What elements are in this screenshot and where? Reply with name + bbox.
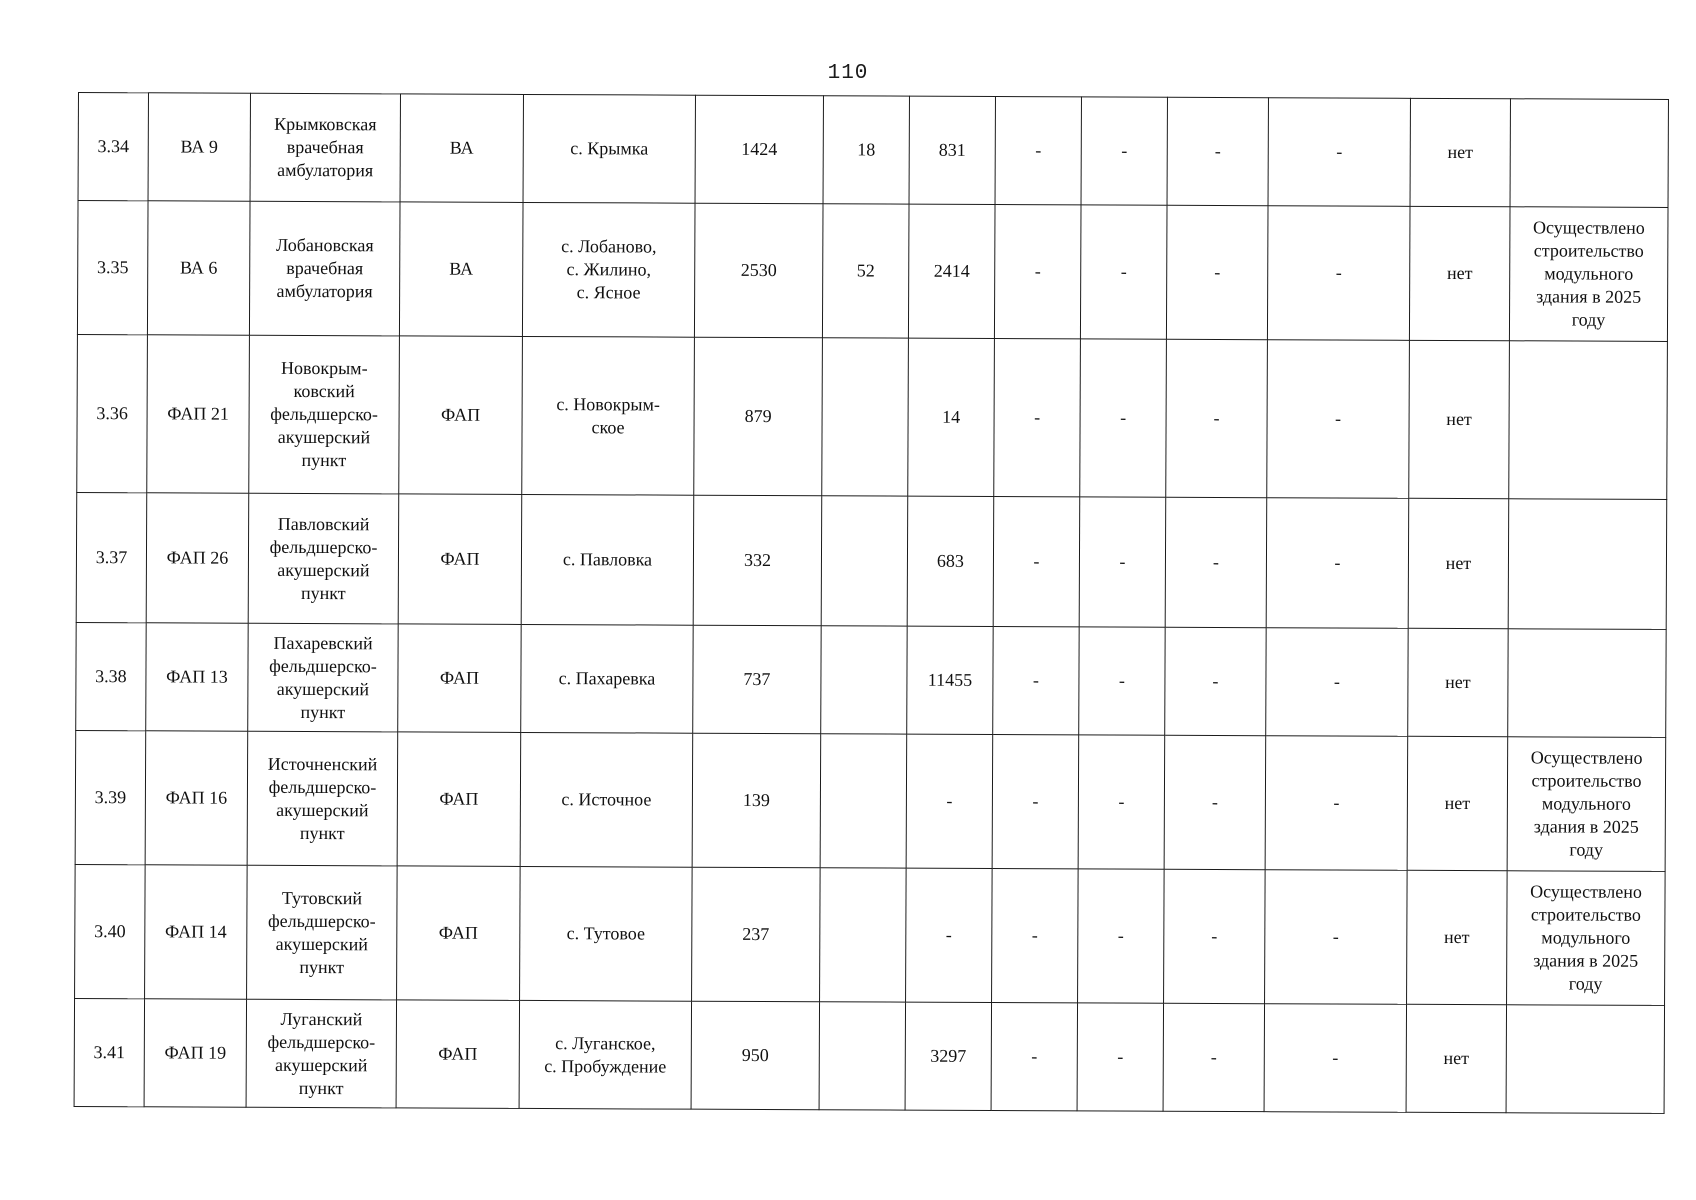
table-row [75, 864, 1666, 1005]
dash-cell: - [1165, 497, 1267, 627]
settlement-cell: с. Лобаново, с. Жилино, с. Ясное [522, 202, 695, 337]
dash-cell: - [991, 1002, 1077, 1110]
dash-cell: - [1079, 497, 1166, 627]
table-row [74, 998, 1664, 1113]
value-cell-3: 11455 [907, 626, 993, 734]
facility-name-cell: Пахаревский фельдшерско- акушерский пункт [248, 623, 398, 732]
facility-type-cell: ФАП [398, 624, 521, 733]
table-row [77, 334, 1668, 499]
row-number-cell: 3.41 [74, 998, 144, 1106]
facility-type-cell: ФАП [398, 494, 522, 625]
row-number-cell: 3.34 [78, 93, 148, 201]
row-number-cell: 3.39 [75, 730, 146, 864]
row-number-cell: 3.37 [76, 492, 147, 622]
value-cell-2 [822, 338, 909, 496]
note-cell [1508, 499, 1667, 630]
value-cell-2 [820, 734, 907, 868]
facility-name-cell: Крымковская врачебная амбулатория [250, 93, 400, 202]
dash-cell: - [1268, 98, 1410, 207]
value-cell-3: - [906, 868, 993, 1002]
facility-name-cell: Лобановская врачебная амбулатория [249, 201, 400, 336]
status-cell: нет [1406, 1004, 1506, 1112]
status-cell: нет [1410, 98, 1510, 206]
value-cell-2 [821, 496, 908, 626]
settlement-cell: с. Крымка [523, 94, 695, 203]
dash-cell: - [1266, 628, 1408, 737]
note-cell: Осуществлено строительство модульного здания в 2025 году [1507, 871, 1666, 1006]
table-row [76, 622, 1666, 737]
value-cell-2 [819, 1002, 905, 1110]
dash-cell: - [1078, 735, 1165, 869]
row-number-cell: 3.35 [77, 201, 148, 335]
dash-cell: - [1080, 205, 1167, 339]
dash-cell: - [1164, 735, 1266, 869]
status-cell: нет [1408, 498, 1509, 628]
value-cell-3: 3297 [905, 1002, 991, 1110]
facility-type-cell: ФАП [397, 732, 521, 867]
dash-cell: - [1078, 869, 1165, 1003]
page-number: 110 [827, 62, 869, 85]
dash-cell: - [1166, 339, 1268, 497]
settlement-cell: с. Павловка [521, 494, 694, 625]
value-cell-3: 2414 [908, 204, 995, 338]
table-row [75, 730, 1666, 871]
dash-cell: - [1163, 1003, 1264, 1111]
note-cell: Осуществлено строительство модульного здания в 2025 году [1509, 207, 1668, 342]
status-cell: нет [1408, 628, 1508, 736]
value-cell-1: 879 [694, 337, 823, 496]
value-cell-2 [820, 868, 907, 1002]
dash-cell: - [992, 868, 1079, 1002]
status-cell: нет [1409, 206, 1510, 340]
value-cell-1: 139 [692, 733, 821, 868]
dash-cell: - [994, 205, 1081, 339]
value-cell-2: 18 [823, 96, 909, 204]
dash-cell: - [1081, 97, 1167, 205]
settlement-cell: с. Новокрым- ское [522, 336, 695, 495]
value-cell-1: 950 [691, 1001, 819, 1110]
dash-cell: - [1077, 1003, 1163, 1111]
facility-code-cell: ФАП 14 [145, 865, 248, 999]
dash-cell: - [1265, 736, 1408, 871]
facility-name-cell: Новокрым- ковский фельдшерско- акушерский пункт [249, 335, 400, 494]
dash-cell: - [1267, 340, 1410, 499]
facility-type-cell: ВА [400, 94, 523, 203]
facility-code-cell: ФАП 16 [145, 731, 248, 865]
value-cell-1: 2530 [694, 203, 823, 338]
dash-cell: - [1267, 206, 1410, 341]
dash-cell: - [993, 496, 1080, 626]
value-cell-3: 14 [908, 338, 995, 496]
status-cell: нет [1409, 340, 1510, 498]
value-cell-3: - [906, 734, 993, 868]
settlement-cell: с. Источное [520, 732, 693, 867]
value-cell-1: 237 [692, 867, 821, 1002]
settlement-cell: с. Луганское, с. Пробуждение [519, 1000, 691, 1109]
row-number-cell: 3.40 [75, 864, 146, 998]
value-cell-2 [821, 626, 907, 734]
dash-cell: - [992, 734, 1079, 868]
settlement-cell: с. Пахаревка [521, 624, 693, 733]
value-cell-1: 332 [693, 495, 822, 626]
dash-cell: - [1164, 869, 1266, 1003]
dash-cell: - [1266, 498, 1409, 629]
facility-type-cell: ВА [399, 202, 523, 337]
facility-code-cell: ВА 6 [147, 201, 250, 335]
facility-name-cell: Источненский фельдшерско- акушерский пункт [247, 731, 398, 866]
facility-table [74, 92, 1669, 1114]
dash-cell: - [1079, 627, 1165, 735]
facility-code-cell: ФАП 19 [144, 999, 246, 1107]
note-cell [1510, 99, 1668, 208]
dash-cell: - [1264, 1004, 1406, 1113]
note-cell: Осуществлено строительство модульного здания в 2025 году [1507, 737, 1666, 872]
table-row [77, 201, 1668, 342]
dash-cell: - [993, 626, 1079, 734]
settlement-cell: с. Тутовое [520, 866, 693, 1001]
value-cell-1: 1424 [695, 95, 823, 204]
dash-cell: - [1080, 339, 1167, 497]
facility-type-cell: ФАП [397, 866, 521, 1001]
facility-code-cell: ВА 9 [148, 93, 250, 201]
dash-cell: - [1165, 627, 1266, 735]
facility-code-cell: ФАП 13 [146, 623, 248, 731]
note-cell [1508, 629, 1666, 738]
note-cell [1509, 341, 1668, 500]
dash-cell: - [995, 97, 1081, 205]
note-cell [1506, 1005, 1664, 1114]
row-number-cell: 3.36 [77, 334, 148, 492]
value-cell-3: 831 [909, 96, 995, 204]
value-cell-2: 52 [822, 204, 909, 338]
dash-cell: - [994, 339, 1081, 497]
dash-cell: - [1265, 870, 1408, 1005]
facility-name-cell: Луганский фельдшерско- акушерский пункт [246, 999, 396, 1108]
facility-code-cell: ФАП 21 [147, 335, 250, 493]
facility-code-cell: ФАП 26 [146, 493, 249, 623]
dash-cell: - [1166, 205, 1268, 339]
value-cell-3: 683 [907, 496, 994, 626]
facility-name-cell: Павловский фельдшерско- акушерский пункт [248, 493, 399, 624]
status-cell: нет [1407, 870, 1508, 1004]
facility-type-cell: ФАП [399, 336, 523, 495]
dash-cell: - [1167, 97, 1268, 205]
facility-type-cell: ФАП [396, 1000, 519, 1109]
value-cell-1: 737 [693, 625, 821, 734]
facility-name-cell: Тутовский фельдшерско- акушерский пункт [247, 865, 398, 1000]
table-row [76, 492, 1667, 629]
table-row [78, 93, 1668, 208]
status-cell: нет [1407, 736, 1508, 870]
row-number-cell: 3.38 [76, 622, 146, 730]
